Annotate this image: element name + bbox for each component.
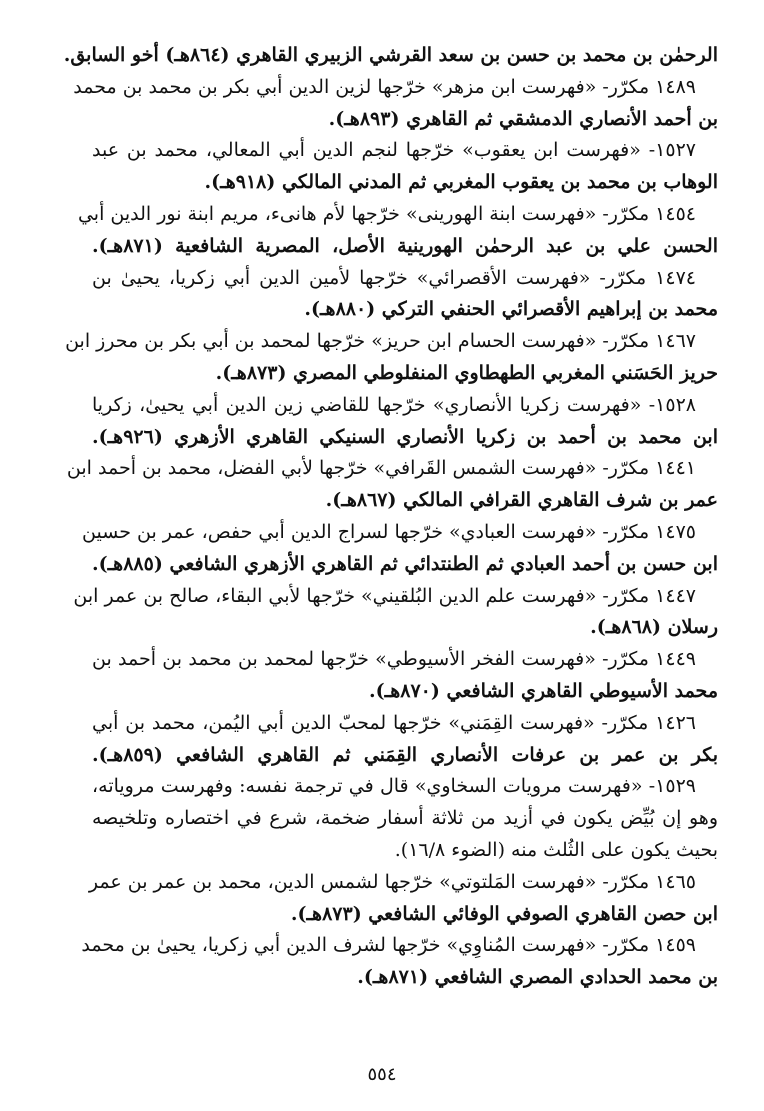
entry-first-line: ١٤٨٩ مكرّر- «فهرست ابن مزهر» خرّجها لزين الدين أبي بكر بن محمد بن محمد	[73, 75, 696, 98]
entry-first-line: ١٥٢٩- «فهرست مرويات السخاوي» قال في ترجمة نفسه: وفهرست مروياته،	[92, 775, 696, 798]
entry-continuation-line: محمد الأسيوطي القاهري الشافعي (٨٧٠هـ).	[369, 679, 718, 702]
entry-first-line: ١٤٦٥ مكرّر- «فهرست المَلتوتي» خرّجها لشمس الدين، محمد بن عمر بن عمر	[88, 870, 696, 893]
page-number: ٥٥٤	[367, 1064, 397, 1085]
entry-continuation-line: رسلان (٨٦٨هـ).	[590, 616, 718, 639]
entry-continuation-line: الرحمٰن بن محمد بن حسن بن سعد القرشي الزبيري القاهري (٨٦٤هـ) أخو السابق.	[63, 44, 718, 66]
entry-continuation-line: حريز الحَسَني المغربي الطهطاوي المنفلوطي المصري (٨٧٣هـ).	[215, 361, 718, 384]
entry-first-line: ١٥٢٧- «فهرست ابن يعقوب» خرّجها لنجم الدين أبي المعالي، محمد بن عبد	[92, 139, 696, 162]
entry-continuation-line: ابن حسن بن أحمد العبادي ثم الطنتدائي ثم القاهري الأزهري الشافعي (٨٨٥هـ).	[92, 552, 718, 575]
entry-continuation-line: بحيث يكون على الثُلث منه (الضوء ١٦/٨).	[394, 838, 718, 861]
entry-first-line: ١٤٧٥ مكرّر- «فهرست العبادي» خرّجها لسراج الدين أبي حفص، عمر بن حسين	[82, 520, 696, 543]
entry-first-line: ١٤٥٤ مكرّر- «فهرست ابنة الهورينى» خرّجها لأم هانىء، مريم ابنة نور الدين أبي	[77, 202, 696, 225]
entry-first-line: ١٤٤١ مكرّر- «فهرست الشمس القَرافي» خرّجها لأبي الفضل، محمد بن أحمد ابن	[66, 457, 696, 480]
entry-continuation-line: بن أحمد الأنصاري الدمشقي ثم القاهري (٨٩٣هـ).	[328, 107, 718, 130]
entry-continuation-line: ابن محمد بن أحمد بن زكريا الأنصاري السنيكي القاهري الأزهري (٩٢٦هـ).	[92, 425, 718, 448]
entry-continuation-line: الحسن علي بن عبد الرحمٰن الهورينية الأصل، المصرية الشافعية (٨٧١هـ).	[92, 234, 718, 257]
entry-continuation-line: عمر بن شرف القاهري القرافي المالكي (٨٦٧هـ).	[325, 489, 718, 512]
entry-first-line: ١٤٤٧ مكرّر- «فهرست علم الدين البُلقيني» خرّجها لأبي البقاء، صالح بن عمر ابن	[73, 584, 696, 607]
entry-first-line: ١٤٦٧ مكرّر- «فهرست الحسام ابن حريز» خرّجها لمحمد بن أبي بكر بن محرز ابن	[65, 330, 696, 353]
entry-continuation-line: محمد بن إبراهيم الأقصرائي الحنفي التركي (٨٨٠هـ).	[304, 298, 718, 321]
entry-first-line: ١٤٤٩ مكرّر- «فهرست الفخر الأسيوطي» خرّجها لمحمد بن محمد بن أحمد بن	[92, 648, 696, 671]
entry-continuation-line: وهو إن بُيِّض يكون في أزيد من ثلاثة أسفار ضخمة، شرع في اختصاره وتلخيصه	[92, 807, 718, 830]
entry-continuation-line: ابن حصن القاهري الصوفي الوفائي الشافعي (٨٧٣هـ).	[290, 902, 718, 925]
entry-first-line: ١٤٥٩ مكرّر- «فهرست المُناوِي» خرّجها لشرف الدين أبي زكريا، يحيىٰ بن محمد	[81, 934, 696, 957]
entry-continuation-line: بن محمد الحدادي المصري الشافعي (٨٧١هـ).	[357, 966, 718, 989]
page-body	[63, 40, 718, 994]
entry-continuation-line: الوهاب بن محمد بن يعقوب المغربي ثم المدني المالكي (٩١٨هـ).	[204, 171, 718, 194]
entry-first-line: ١٥٢٨- «فهرست زكريا الأنصاري» خرّجها للقاضي زين الدين أبي يحيىٰ، زكريا	[92, 393, 696, 416]
entry-continuation-line: بكر بن عمر بن عرفات الأنصاري القِمَني ثم القاهري الشافعي (٨٥٩هـ).	[92, 743, 718, 766]
entry-first-line: ١٤٢٦ مكرّر- «فهرست القِمَني» خرّجها لمحبّ الدين أبي اليُمن، محمد بن أبي	[92, 711, 696, 734]
entry-first-line: ١٤٧٤ مكرّر- «فهرست الأقصرائي» خرّجها لأمين الدين أبي زكريا، يحيىٰ بن	[92, 266, 696, 289]
